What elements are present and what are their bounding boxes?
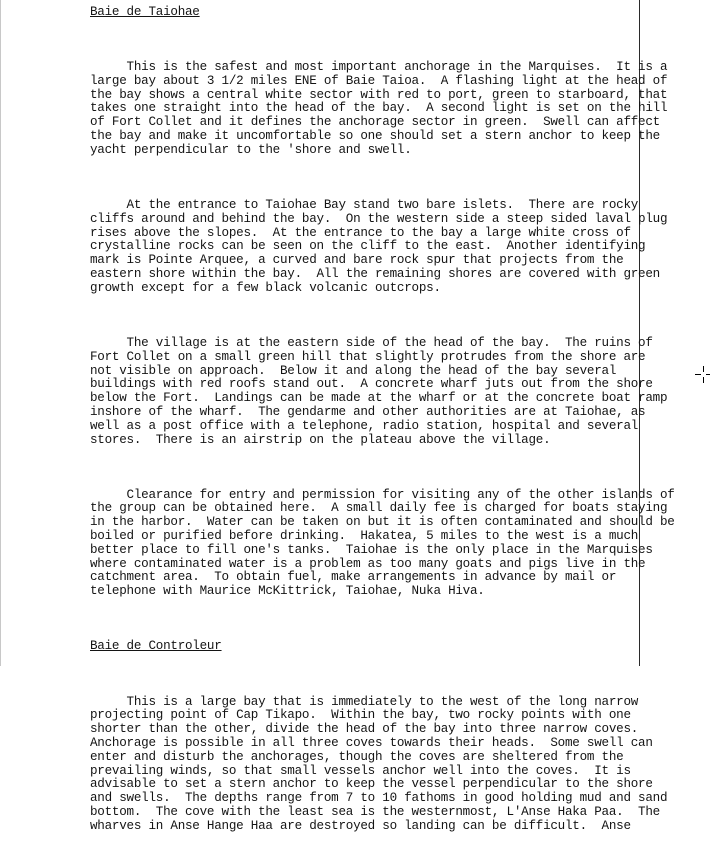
document-page: [90, 0, 675, 847]
paragraph-controleur-description: This is a large bay that is immediately to the west of the long narrow projecting point of Cap Tikapo. Within the bay, two rocky points with one shorter than the other, divide the head of the bay into three narrow coves. Anchorage is possible in all three coves towards their heads. Some swell can enter and disturb the anchorages, though the coves are sheltered from the prevailing winds, so that small vessels anchor well into the coves. It is advisable to set a stern anchor to keep the vessel perpendicular to the shore and swells. The depths range from 7 to 10 fathoms in good holding mud and sand bottom. The cove with the least sea is the westernmost, L'Anse Haka Paa. The wharves in Anse Hange Haa are destroyed so landing can be difficult. Anse: [90, 694, 668, 833]
page-left-edge: [0, 0, 1, 666]
paragraph-taiohae-village: The village is at the eastern side of the head of the bay. The ruins of Fort Collet on a small green hill that slightly protrudes from the shore are not visible on approach. Below it and along the head of the bay several buildings with red roofs stand out. A concrete wharf juts out from the shore below the Fort. Landings can be made at the wharf or at the concrete boat ramp inshore of the wharf. The gendarme and other authorities are at Taiohae, as well as a post office with a telephone, radio station, hospital and several stores. There is an airstrip on the plateau above the village.: [90, 335, 668, 447]
paragraph-spacer: [90, 33, 675, 47]
section-heading-baie-de-controleur: Baie de Controleur: [90, 639, 222, 654]
section-heading-baie-de-taiohae: Baie de Taiohae: [90, 4, 200, 19]
paragraph-taiohae-anchorage: This is the safest and most important anchorage in the Marquises. It is a large bay about 3 1/2 miles ENE of Baie Taioa. A flashing light at the head of the bay shows a central white sector with red to port, green to starboard, that takes one straight into the head of the bay. A second light is set on the hill of Fort Collet and it defines the anchorage sector in green. Swell can affect the bay and make it uncomfortable so one should set a stern anchor to keep the yacht perpendicular to the 'shore and swell.: [90, 59, 668, 157]
paragraph-taiohae-entrance: At the entrance to Taiohae Bay stand two bare islets. There are rocky cliffs around and behind the bay. On the western side a steep sided laval plug rises above the slopes. At the entrance to the bay a large white cross of crystalline rocks can be seen on the cliff to the east. Another identifying mark is Pointe Arquee, a curved and bare rock spur that projects from the eastern shore within the bay. All the remaining shores are covered with green growth except for a few black volcanic outcrops.: [90, 197, 668, 295]
crosshair-cursor-icon: [695, 366, 710, 383]
paragraph-taiohae-clearance: Clearance for entry and permission for visiting any of the other islands of the group can be obtained here. A small daily fee is charged for boats staying in the harbor. Water can be taken on but it is often contaminated and should be boiled or purified before drinking. Hakatea, 5 miles to the west is a much better place to fill one's tanks. Taiohae is the only place in the Marquises where contaminated water is a problem as too many goats and pigs live in the catchment area. To obtain fuel, make arrangements in advance by mail or telephone with Maurice McKittrick, Taiohae, Nuka Hiva.: [90, 487, 675, 599]
paragraph-spacer: [90, 613, 675, 627]
paragraph-spacer: [90, 668, 675, 682]
paragraph-spacer: [90, 171, 675, 185]
paragraph-spacer: [90, 309, 675, 323]
paragraph-spacer: [90, 461, 675, 475]
